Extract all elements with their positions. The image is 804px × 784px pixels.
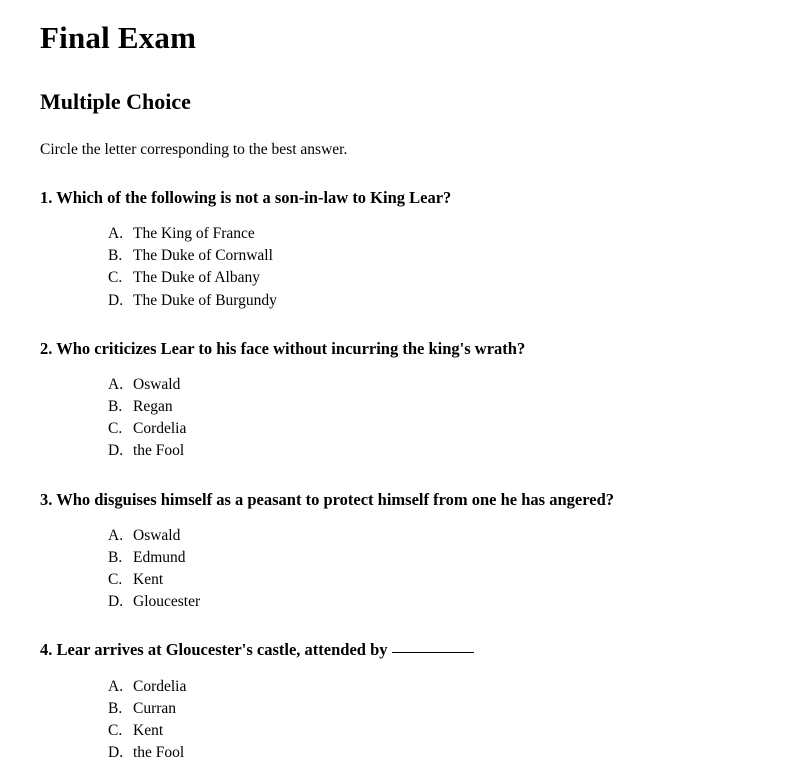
choice-letter: A. [108,225,124,243]
choice-list [40,374,764,463]
choice-letter: A. [108,375,124,393]
question-body: Lear arrives at Gloucester's castle, attended by [56,640,388,660]
choice-letter: C. [108,722,123,740]
instructions-text: Circle the letter corresponding to the best answer. [40,140,348,158]
choice-item[interactable] [108,290,764,312]
choice-text: Cordelia [133,677,187,695]
choice-letter: D. [108,744,124,762]
choice-letter: D. [108,291,124,309]
choice-text: Oswald [133,375,181,393]
choice-letter: B. [108,549,123,567]
choice-text: The Duke of Albany [133,269,260,287]
choice-item[interactable] [108,418,764,440]
choice-text: Curran [133,699,177,717]
choice-item[interactable] [108,547,764,569]
choice-letter: C. [108,571,123,589]
choice-text: Oswald [133,526,181,544]
choice-text: Kent [133,571,164,589]
choice-item[interactable] [108,525,764,547]
question-prompt [40,338,764,360]
choice-letter: C. [108,269,123,287]
choice-text: The Duke of Cornwall [133,247,273,265]
choice-list [40,676,764,765]
question-number: 1. [40,187,53,207]
choice-text: The Duke of Burgundy [133,291,277,309]
choice-item[interactable] [108,245,764,267]
choice-text: Edmund [133,549,186,567]
choice-text: the Fool [133,442,185,460]
choice-letter: D. [108,442,124,460]
section-heading-multiple-choice: Multiple Choice [40,89,191,115]
choice-text: the Fool [133,744,185,762]
choice-item[interactable] [108,591,764,613]
choice-list [40,223,764,312]
question-block [40,338,764,463]
choice-letter: B. [108,398,123,416]
choice-item[interactable] [108,676,764,698]
question-block [40,187,764,312]
choice-item[interactable] [108,742,764,764]
choice-text: The King of France [133,225,255,243]
question-prompt [40,639,764,661]
question-body: Who disguises himself as a peasant to protect himself from one he has angered? [56,489,615,509]
choice-list [40,525,764,614]
choice-item[interactable] [108,374,764,396]
question-number: 4. [40,640,53,660]
choice-letter: B. [108,699,123,717]
fill-in-blank [392,651,474,653]
choice-item[interactable] [108,267,764,289]
page-title: Final Exam [40,20,197,55]
choice-item[interactable] [108,223,764,245]
choice-item[interactable] [108,698,764,720]
choice-letter: A. [108,677,124,695]
choice-item[interactable] [108,569,764,591]
question-block [40,489,764,614]
question-prompt [40,489,764,511]
question-number: 3. [40,489,53,509]
choice-text: Regan [133,398,173,416]
choice-item[interactable] [108,720,764,742]
choice-item[interactable] [108,396,764,418]
choice-text: Gloucester [133,593,201,611]
question-prompt [40,187,764,209]
question-number: 2. [40,338,53,358]
question-body: Which of the following is not a son-in-law to King Lear? [56,187,452,207]
choice-letter: A. [108,526,124,544]
choice-letter: B. [108,247,123,265]
choice-text: Cordelia [133,420,187,438]
choice-item[interactable] [108,440,764,462]
question-body: Who criticizes Lear to his face without incurring the king's wrath? [56,338,526,358]
choice-letter: D. [108,593,124,611]
question-block [40,639,764,764]
choice-letter: C. [108,420,123,438]
choice-text: Kent [133,722,164,740]
